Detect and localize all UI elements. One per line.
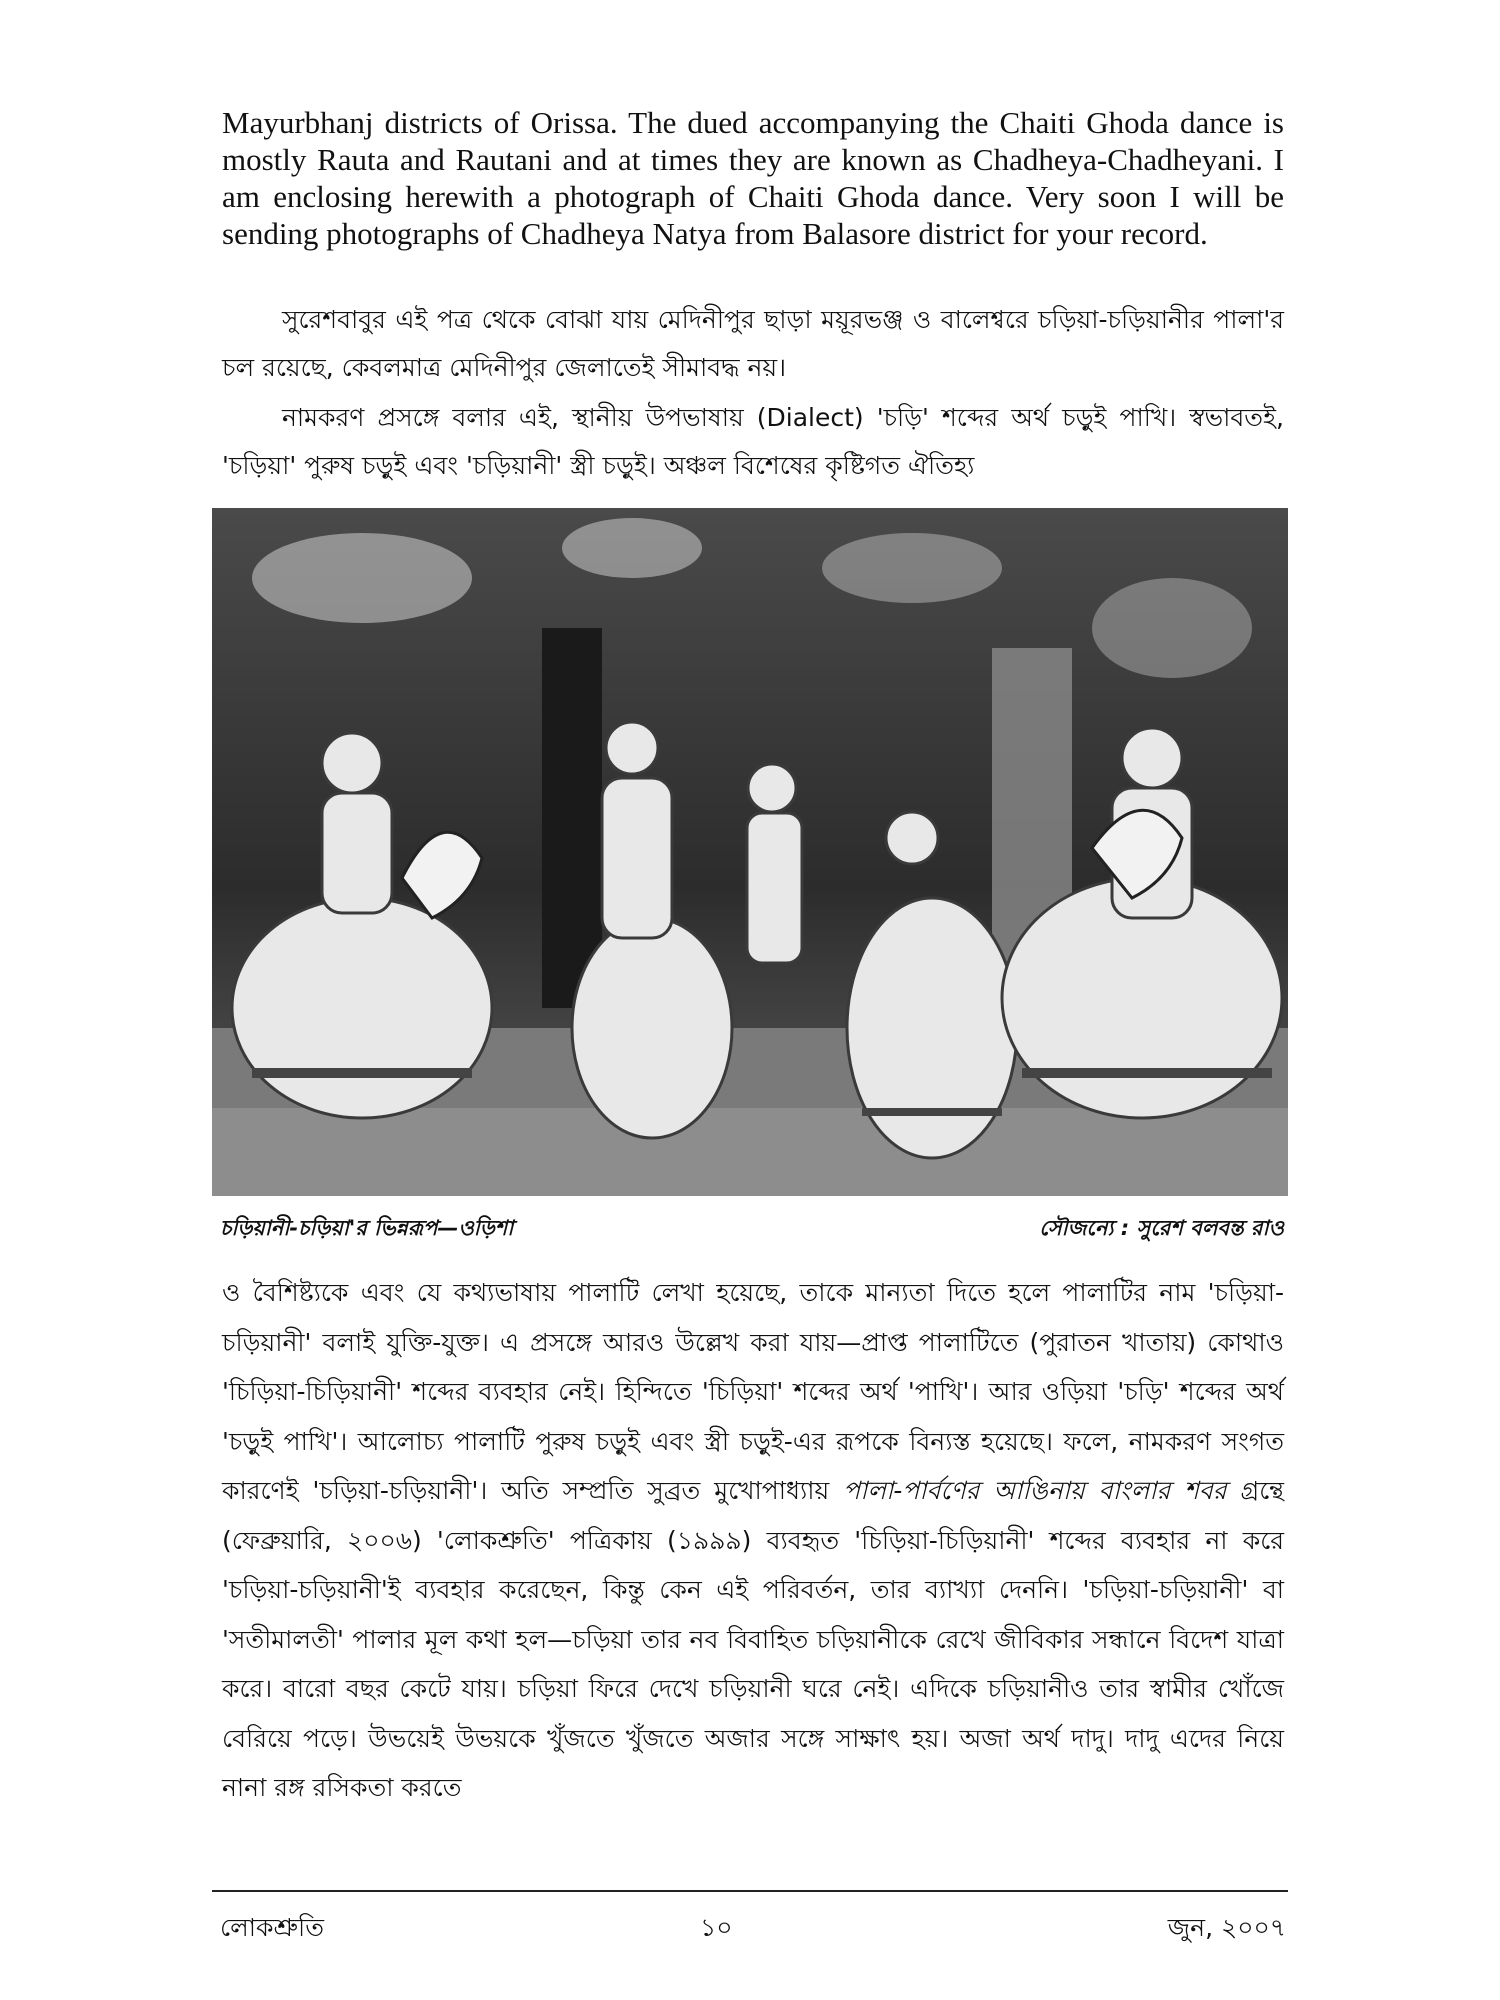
dance-photograph [212, 508, 1288, 1196]
footer-date: জুন, ২০০৭ [1167, 1913, 1286, 1942]
bengali-paragraph-1: সুরেশবাবুর এই পত্র থেকে বোঝা যায় মেদিনীপুর ছাড়া ময়ূরভঞ্জ ও বালেশ্বরে চড়িয়া-চড়িয়ানীর পালা'র চল রয়েছে, কেবলমাত্র মেদিনীপুর জেলাতেই সীমাবদ্ধ নয়। [222, 305, 1284, 382]
paragraph-3-text-part-2: গ্রন্থে (ফেব্রুয়ারি, ২০০৬) 'লোকশ্রুতি' পত্রিকায় (১৯৯৯) ব্যবহৃত 'চিড়িয়া-চিড়িয়ানী' শব্দের ব্যবহার না করে 'চড়িয়া-চড়িয়ানী'ই ব্যবহার করেছেন, কিন্তু কেন এই পরিবর্তন, তার ব্যাখ্যা দেননি। 'চড়িয়া-চড়িয়ানী' বা 'সতীমালতী' পালার মূল কথা হল—চড়িয়া তার নব বিবাহিত চড়িয়ানীকে রেখে জীবিকার সন্ধানে বিদেশ যাত্রা করে। বারো বছর কেটে যায়। চড়িয়া ফিরে দেখে চড়িয়ানী ঘরে নেই। এদিকে চড়িয়ানীও তার স্বামীর খোঁজে বেরিয়ে পড়ে। উভয়েই উভয়কে খুঁজতে খুঁজতে অজার সঙ্গে সাক্ষাৎ হয়। অজা অর্থ দাদু। দাদু এদের নিয়ে নানা রঙ্গ রসিকতা করতে [222, 1476, 1285, 1802]
page-number: ১০ [700, 1913, 733, 1942]
photo-caption-credit: সৌজন্যে : সুরেশ বলবন্ত রাও [1039, 1216, 1284, 1240]
footer-journal-name: লোকশ্রুতি [220, 1913, 324, 1942]
paragraph-3-text-part-1: ও বৈশিষ্ট্যকে এবং যে কথ্যভাষায় পালাটি লেখা হয়েছে, তাকে মান্যতা দিতে হলে পালাটির নাম 'চড়িয়া-চড়িয়ানী' বলাই যুক্তি-যুক্ত। এ প্রসঙ্গে আরও উল্লেখ করা যায়—প্রাপ্ত পালাটিতে (পুরাতন খাতায়) কোথাও 'চিড়িয়া-চিড়িয়ানী' শব্দের ব্যবহার নেই। হিন্দিতে 'চিড়িয়া' শব্দের অর্থ 'পাখি'। আর ওড়িয়া 'চড়ি' শব্দের অর্থ 'চড়ুই পাখি'। আলোচ্য পালাটি পুরুষ চড়ুই এবং স্ত্রী চড়ুই-এর রূপকে বিন্যস্ত হয়েছে। ফলে, নামকরণ সংগত কারণেই 'চড়িয়া-চড়িয়ানী'। অতি সম্প্রতি সুব্রত মুখোপাধ্যায় [222, 1278, 1284, 1505]
footer-rule [212, 1890, 1288, 1892]
bengali-paragraph-3 [222, 1268, 1284, 1813]
photo-caption-left: চড়িয়ানী-চড়িয়া'র ভিন্নরূপ—ওড়িশা [220, 1216, 514, 1240]
english-paragraph: Mayurbhanj districts of Orissa. The dued accompanying the Chaiti Ghoda dance is mostly Rauta and Rautani and at times they are known as Chadheya-Chadheyani. I am enclosing herewith a photograph of Chaiti Ghoda dance. Very soon I will be sending photographs of Chadheya Natya from Balasore district for your record. [222, 105, 1284, 251]
book-title: পালা-পার্বণের আঙিনায় বাংলার শবর [843, 1476, 1227, 1505]
bengali-paragraph-2: নামকরণ প্রসঙ্গে বলার এই, স্থানীয় উপভাষায় (Dialect) 'চড়ি' শব্দের অর্থ চড়ুই পাখি। স্বভাবতই, 'চড়িয়া' পুরুষ চড়ুই এবং 'চড়িয়ানী' স্ত্রী চড়ুই। অঞ্চল বিশেষের কৃষ্টিগত ঐতিহ্য [222, 403, 1284, 480]
